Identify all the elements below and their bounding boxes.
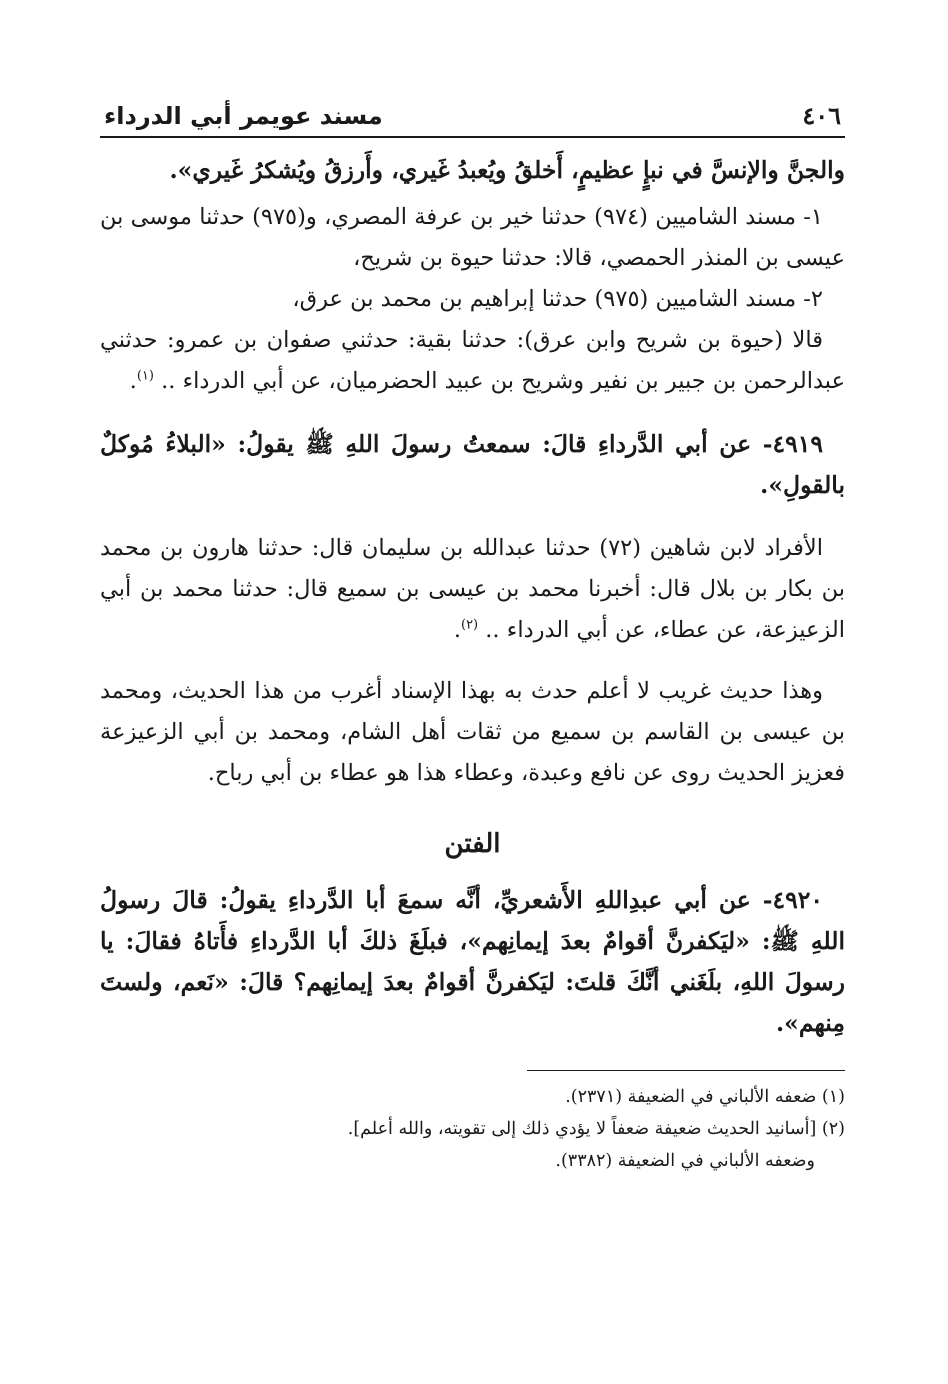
chain-text: قالا (حيوة بن شريح وابن عرق): حدثنا بقية: حدثني صفوان بن عمرو: حدثني عبدالرحمن بن جبير بن نفير وشريح بن عبيد الحضرميان، عن أبي الدرداء .. <box>100 327 845 394</box>
footnote-2-continuation: وضعفه الألباني في الضعيفة (٣٣٨٢). <box>555 1151 815 1171</box>
source-text-3: الأفراد لابن شاهين (٧٢) حدثنا عبدالله بن سليمان قال: حدثنا هارون بن محمد بن بكار بن بلال قال: أخبرنا محمد بن عيسى بن سميع قال: حدثنا محمد بن أبي الزعيزعة، عن عطاء، عن أبي الدرداء .. <box>100 535 845 643</box>
footnote-2: (٢) [أسانيد الحديث ضعيفة ضعفاً لا يؤدي ذلك إلى تقويته، والله أعلم]. <box>347 1119 845 1139</box>
footnote-1: (١) ضعفه الألباني في الضعيفة (٢٣٧١). <box>565 1087 845 1107</box>
commentary-paragraph: وهذا حديث غريب لا أعلم حدث به بهذا الإسناد أغرب من هذا الحديث، ومحمد بن عيسى بن القاسم بن سميع من ثقات أهل الشام، ومحمد بن أبي الزعيزعة فعزيز الحديث روى عن نافع وعبدة، وعطاء هذا هو عطاء بن أبي رباح. <box>100 678 845 786</box>
chain-paragraph: قالا (حيوة بن شريح وابن عرق): حدثنا بقية: حدثني صفوان بن عمرو: حدثني عبدالرحمن بن جبير بن نفير وشريح بن عبيد الحضرميان، عن أبي الدرداء .. $^{(١)}$. <box>100 327 845 394</box>
footnotes <box>100 1081 845 1177</box>
book-page <box>100 88 845 1177</box>
footnote-ref-2: (٢) <box>460 617 479 633</box>
page-body <box>100 150 845 1044</box>
hadith-4920: ٤٩٢٠- عن أبي عبدِاللهِ الأَشعريِّ، أنَّه سمعَ أبا الدَّرداءِ يقولُ: قالَ رسولُ اللهِ ﷺ: «ليَكفرنَّ أقوامٌ بعدَ إيمانِهم»، فبلَغَ ذلكَ أبا الدَّرداءِ فأَتاهُ فقالَ: يا رسولَ اللهِ، بلَغَني أنَّكَ قلتَ: ليَكفرنَّ أقوامٌ بعدَ إيمانِهم؟ قالَ: «نَعم، ولستَ مِنهم». <box>100 886 845 1037</box>
footnote-divider <box>527 1070 845 1071</box>
footnote-ref-1: (١) <box>136 368 154 384</box>
running-title: مسند عويمر أبي الدرداء <box>104 102 383 130</box>
source-paragraph-2: ٢- مسند الشاميين (٩٧٥) حدثنا إبراهيم بن محمد بن عرق، <box>292 286 823 312</box>
source-paragraph-3: الأفراد لابن شاهين (٧٢) حدثنا عبدالله بن سليمان قال: حدثنا هارون بن محمد بن بكار بن بلال قال: أخبرنا محمد بن عيسى بن سميع قال: حدثنا محمد بن أبي الزعيزعة، عن عطاء، عن أبي الدرداء .. $^{(٢)}$. <box>100 535 845 643</box>
hadith-continuation: والجنَّ والإنسَّ في نبإٍ عظيمٍ، أَخلقُ ويُعبدُ غَيري، وأَرزقُ ويُشكرُ غَيري». <box>169 156 845 184</box>
source-paragraph-1: ١- مسند الشاميين (٩٧٤) حدثنا خير بن عرفة المصري، و(٩٧٥) حدثنا موسى بن عيسى بن المنذر الحمصي، قالا: حدثنا حيوة بن شريح، <box>100 204 845 271</box>
page-header <box>100 88 845 138</box>
page-number: ٤٠٦ <box>802 101 841 130</box>
hadith-4919: ٤٩١٩- عن أبي الدَّرداءِ قالَ: سمعتُ رسولَ اللهِ ﷺ يقولُ: «البلاءُ مُوكلٌ بالقولِ». <box>100 430 845 499</box>
section-title: الفتن <box>444 829 501 859</box>
